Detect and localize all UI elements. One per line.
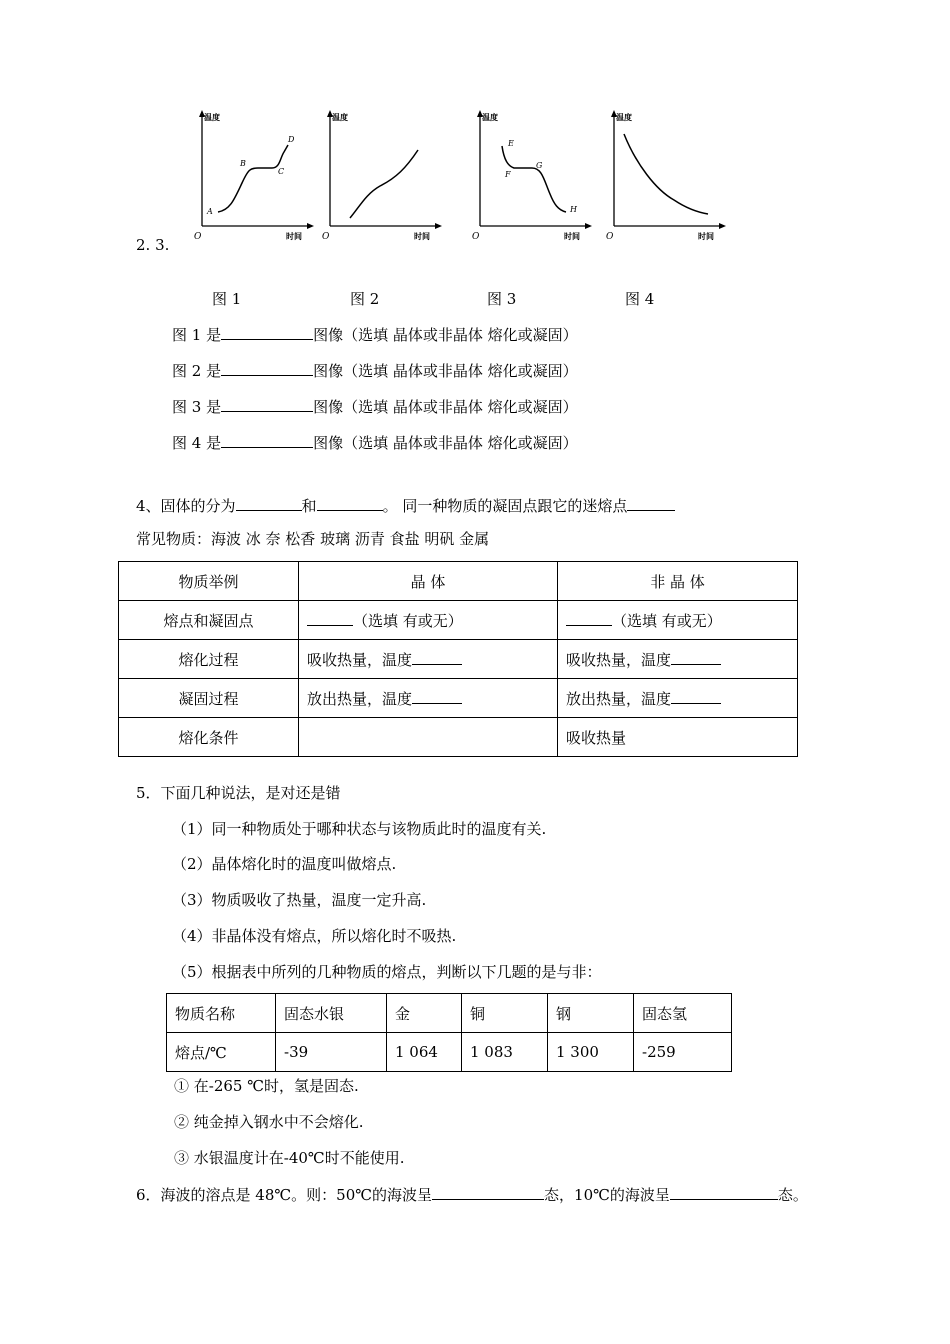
table-cell: 1 300 bbox=[548, 1033, 634, 1072]
q5-item-2: （2）晶体熔化时的温度叫做熔点. bbox=[172, 855, 397, 873]
graph-3 bbox=[470, 108, 600, 248]
fill-line-2-prefix: 图 2 是 bbox=[172, 362, 222, 380]
cell-amorphous bbox=[558, 640, 798, 679]
graph-1-xlabel: 时间 bbox=[286, 231, 302, 241]
fill-line-4-prefix: 图 4 是 bbox=[172, 434, 222, 452]
table-row bbox=[119, 718, 798, 757]
q6-blank-1[interactable] bbox=[432, 1183, 544, 1200]
header-cell: 物质名称 bbox=[167, 994, 276, 1033]
cell-crystal bbox=[299, 679, 558, 718]
cell-text: （选填 有或无） bbox=[612, 612, 722, 630]
q5-sub-3: ③ 水银温度计在-40℃时不能使用. bbox=[174, 1149, 405, 1167]
table-header-row bbox=[119, 562, 798, 601]
q4-part3: 。 同一种物质的凝固点跟它的迷熔点 bbox=[382, 497, 628, 515]
fill-line-3-suffix: 图像（选填 晶体或非晶体 熔化或凝固） bbox=[313, 398, 578, 416]
table-header-row bbox=[167, 994, 732, 1033]
q5-item-5: （5）根据表中所列的几种物质的熔点，判断以下几题的是与非： bbox=[172, 963, 602, 981]
row-label: 熔化条件 bbox=[119, 718, 299, 757]
graph-3-point-f: F bbox=[505, 170, 511, 179]
cell-text: 放出热量，温度 bbox=[566, 690, 672, 708]
row-label: 熔化过程 bbox=[119, 640, 299, 679]
fill-line-1 bbox=[172, 323, 578, 345]
q5-sub-2: ② 纯金掉入钢水中不会熔化. bbox=[174, 1113, 364, 1131]
fill-line-3-prefix: 图 3 是 bbox=[172, 398, 222, 416]
table-cell: 1 064 bbox=[387, 1033, 462, 1072]
caption-fig-4: 图 4 bbox=[625, 290, 655, 308]
fill-line-3 bbox=[172, 395, 578, 417]
answer-blank-fig-3[interactable] bbox=[221, 395, 313, 412]
answer-blank-fig-4[interactable] bbox=[221, 431, 313, 448]
fill-line-4 bbox=[172, 431, 578, 453]
cell-blank[interactable] bbox=[671, 687, 721, 704]
fill-line-1-prefix: 图 1 是 bbox=[172, 326, 222, 344]
graph-3-ylabel: 温度 bbox=[482, 112, 498, 122]
graph-1-svg bbox=[192, 108, 322, 248]
cell-amorphous bbox=[558, 679, 798, 718]
q6-part3: 态。 bbox=[777, 1186, 808, 1204]
graph-4-ylabel: 温度 bbox=[616, 112, 632, 122]
fill-line-2 bbox=[172, 359, 578, 381]
fill-line-4-suffix: 图像（选填 晶体或非晶体 熔化或凝固） bbox=[313, 434, 578, 452]
cell-text: （选填 有或无） bbox=[353, 612, 463, 630]
graph-3-xlabel: 时间 bbox=[564, 231, 580, 241]
cell-crystal bbox=[299, 601, 558, 640]
cell-crystal[interactable] bbox=[299, 718, 558, 757]
table-cell: 熔点/℃ bbox=[167, 1033, 276, 1072]
melting-point-table bbox=[166, 993, 732, 1072]
q4-common-substances: 常见物质：海波 冰 奈 松香 玻璃 沥青 食盐 明矾 金属 bbox=[136, 530, 490, 548]
header-amorphous: 非 晶 体 bbox=[558, 562, 798, 601]
graph-1-point-d: D bbox=[288, 135, 295, 144]
q6-line bbox=[136, 1183, 808, 1205]
graph-1-point-c: C bbox=[278, 167, 285, 176]
caption-fig-1: 图 1 bbox=[212, 290, 242, 308]
table-row bbox=[119, 679, 798, 718]
graph-3-svg bbox=[470, 108, 600, 248]
header-cell: 铜 bbox=[462, 994, 548, 1033]
q6-blank-2[interactable] bbox=[670, 1183, 778, 1200]
cell-text: 放出热量，温度 bbox=[307, 690, 413, 708]
header-crystal: 晶 体 bbox=[299, 562, 558, 601]
fill-line-2-suffix: 图像（选填 晶体或非晶体 熔化或凝固） bbox=[313, 362, 578, 380]
graph-2-ylabel: 温度 bbox=[332, 112, 348, 122]
graph-4-xlabel: 时间 bbox=[698, 231, 714, 241]
fill-line-1-suffix: 图像（选填 晶体或非晶体 熔化或凝固） bbox=[313, 326, 578, 344]
cell-blank[interactable] bbox=[671, 648, 721, 665]
q4-part2: 和 bbox=[301, 497, 317, 515]
cell-blank[interactable] bbox=[412, 687, 462, 704]
table-row bbox=[119, 601, 798, 640]
header-cell: 钢 bbox=[548, 994, 634, 1033]
header-cell: 固态水银 bbox=[276, 994, 387, 1033]
graph-3-point-h: H bbox=[570, 205, 577, 214]
table-row bbox=[167, 1033, 732, 1072]
graph-3-origin: O bbox=[472, 232, 480, 242]
table-row bbox=[119, 640, 798, 679]
graph-2 bbox=[320, 108, 450, 248]
graph-3-point-e: E bbox=[508, 139, 514, 148]
q5-sub-1: ① 在-265 ℃时，氢是固态. bbox=[174, 1077, 359, 1095]
table-cell: 1 083 bbox=[462, 1033, 548, 1072]
graph-1 bbox=[192, 108, 322, 248]
cell-blank[interactable] bbox=[566, 609, 612, 626]
graph-2-xlabel: 时间 bbox=[414, 231, 430, 241]
q5-title: 5．下面几种说法，是对还是错 bbox=[136, 784, 341, 802]
row-label: 凝固过程 bbox=[119, 679, 299, 718]
cell-blank[interactable] bbox=[412, 648, 462, 665]
cell-amorphous bbox=[558, 601, 798, 640]
q5-item-1: （1）同一种物质处于哪种状态与该物质此时的温度有关. bbox=[172, 820, 547, 838]
q4-line bbox=[136, 494, 675, 516]
q6-part1: 6．海波的溶点是 48℃。则：50℃的海波呈 bbox=[136, 1186, 433, 1204]
graph-2-origin: O bbox=[322, 232, 330, 242]
graph-3-point-g: G bbox=[536, 161, 543, 170]
graph-1-ylabel: 温度 bbox=[204, 112, 220, 122]
q4-blank-1[interactable] bbox=[236, 494, 302, 511]
answer-blank-fig-2[interactable] bbox=[221, 359, 313, 376]
graph-4-origin: O bbox=[606, 232, 614, 242]
graph-1-origin: O bbox=[194, 232, 202, 242]
caption-fig-2: 图 2 bbox=[350, 290, 380, 308]
q5-item-4: （4）非晶体没有熔点，所以熔化时不吸热. bbox=[172, 927, 457, 945]
graph-4-svg bbox=[604, 108, 734, 248]
header-example: 物质举例 bbox=[119, 562, 299, 601]
question-number: 2. 3. bbox=[136, 236, 170, 254]
cell-blank[interactable] bbox=[307, 609, 353, 626]
header-cell: 金 bbox=[387, 994, 462, 1033]
graph-1-point-b: B bbox=[240, 159, 246, 168]
q5-item-3: （3）物质吸收了热量，温度一定升高. bbox=[172, 891, 427, 909]
cell-text: 吸收热量，温度 bbox=[566, 651, 672, 669]
graph-2-svg bbox=[320, 108, 450, 248]
q4-blank-2[interactable] bbox=[317, 494, 383, 511]
graph-1-point-a: A bbox=[207, 207, 213, 216]
caption-fig-3: 图 3 bbox=[487, 290, 517, 308]
row-label: 熔点和凝固点 bbox=[119, 601, 299, 640]
q6-part2: 态，10℃的海波呈 bbox=[544, 1186, 670, 1204]
cell-amorphous: 吸收热量 bbox=[558, 718, 798, 757]
q4-blank-3[interactable] bbox=[627, 494, 675, 511]
crystal-table bbox=[118, 561, 798, 757]
graph-4 bbox=[604, 108, 734, 248]
cell-crystal bbox=[299, 640, 558, 679]
table-cell: -39 bbox=[276, 1033, 387, 1072]
table-cell: -259 bbox=[634, 1033, 732, 1072]
q4-part1: 4、固体的分为 bbox=[136, 497, 236, 515]
answer-blank-fig-1[interactable] bbox=[221, 323, 313, 340]
cell-text: 吸收热量，温度 bbox=[307, 651, 413, 669]
header-cell: 固态氢 bbox=[634, 994, 732, 1033]
